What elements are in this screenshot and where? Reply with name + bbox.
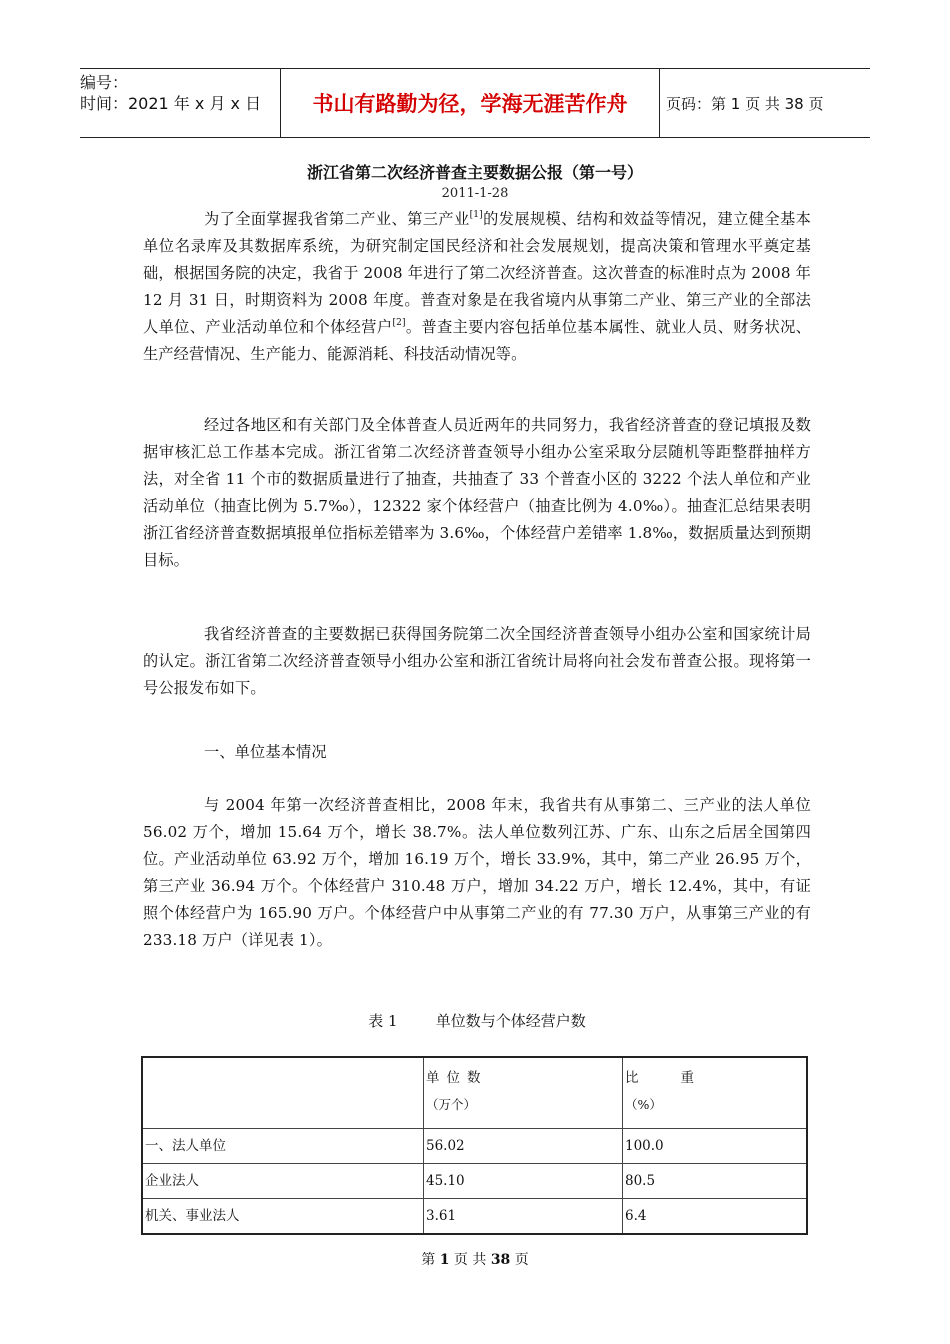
section-heading: 一、单位基本情况 <box>204 743 327 761</box>
table-header-row <box>142 1057 807 1129</box>
paragraph-2: 经过各地区和有关部门及全体普查人员近两年的共同努力，我省经济普查的登记填报及数据审核汇总工作基本完成。浙江省第二次经济普查领导小组办公室采取分层随机等距整群抽样方法，对全省 11 个市的数据质量进行了抽查，共抽查了 33 个普查小区的 3222 个法人单位和产业活动单位（抽查比例为 5.7‰），12322 家个体经营户（抽查比例为 4.0‰）。抽查汇总结果表明浙江省经济普查数据填报单位指标差错率为 3.6‰，个体经营户差错率 1.8‰，数据质量达到预期目标。 <box>143 416 811 569</box>
page-footer: 第 1 页 共 38 页 <box>421 1252 529 1268</box>
header-cell-empty <box>142 1057 424 1129</box>
table-caption: 表 1 单位数与个体经营户数 <box>368 1012 586 1030</box>
row-label: 一、法人单位 <box>142 1129 424 1164</box>
units-table <box>141 1056 808 1235</box>
paragraph-4: 与 2004 年第一次经济普查相比，2008 年末，我省共有从事第二、三产业的法人单位 56.02 万个，增加 15.64 万个，增长 38.7%。法人单位数列江苏、广东、山东之后居全国第四位。产业活动单位 63.92 万个，增加 16.19 万个，增长 33.9%，其中，第二产业 26.95 万个，第三产业 36.94 万个。个体经营户 310.48 万户，增加 34.22 万户，增长 12.4%，其中，有证照个体经营户为 165.90 万户。个体经营户中从事第二产业的有 77.30 万户，从事第三产业的有 233.18 万户（详见表 1）。 <box>143 796 811 949</box>
document-date: 2011-1-28 <box>441 186 509 201</box>
row-count: 56.02 <box>424 1129 623 1164</box>
table-row <box>142 1164 807 1199</box>
row-share: 80.5 <box>623 1164 808 1199</box>
row-share: 6.4 <box>623 1199 808 1235</box>
row-count: 3.61 <box>424 1199 623 1235</box>
page-header <box>80 68 870 138</box>
row-label: 企业法人 <box>142 1164 424 1199</box>
row-count: 45.10 <box>424 1164 623 1199</box>
row-share: 100.0 <box>623 1129 808 1164</box>
footer-page-number: 1 <box>439 1252 450 1268</box>
serial-label: 编号： <box>80 73 129 92</box>
row-label: 机关、事业法人 <box>142 1199 424 1235</box>
paragraph-1: 为了全面掌握我省第二产业、第三产业[1]的发展规模、结构和效益等情况，建立健全基本单位名录库及其数据库系统，为研究制定国民经济和社会发展规划，提高决策和管理水平奠定基础，根据国务院的决定，我省于 2008 年进行了第二次经济普查。这次普查的标准时点为 2008 年 12 月 31 日，时期资料为 2008 年度。普查对象是在我省境内从事第二产业、第三产业的全部法人单位、产业活动单位和个体经营户[2]。普查主要内容包括单位基本属性、就业人员、财务状况、生产经营情况、生产能力、能源消耗、科技活动情况等。 <box>143 210 811 363</box>
header-meta <box>80 69 280 137</box>
header-cell-count: 单位数 （万个） <box>424 1057 623 1129</box>
table-row <box>142 1199 807 1235</box>
paragraph-3: 我省经济普查的主要数据已获得国务院第二次全国经济普查领导小组办公室和国家统计局的认定。浙江省第二次经济普查领导小组办公室和浙江省统计局将向社会发布普查公报。现将第一号公报发布如下。 <box>143 625 811 697</box>
footnote-ref-2[interactable]: [2] <box>392 318 406 328</box>
document-title: 浙江省第二次经济普查主要数据公报（第一号） <box>306 163 643 182</box>
footnote-ref-1[interactable]: [1] <box>469 210 483 220</box>
time-label: 时间：2021 年 x 月 x 日 <box>80 94 262 113</box>
header-cell-share: 比重 （%） <box>623 1057 808 1129</box>
footer-total-pages: 38 <box>490 1252 511 1268</box>
header-page-info: 页码：第 1 页 共 38 页 <box>666 95 824 113</box>
table-row <box>142 1129 807 1164</box>
header-motto: 书山有路勤为径，学海无涯苦作舟 <box>280 69 660 137</box>
